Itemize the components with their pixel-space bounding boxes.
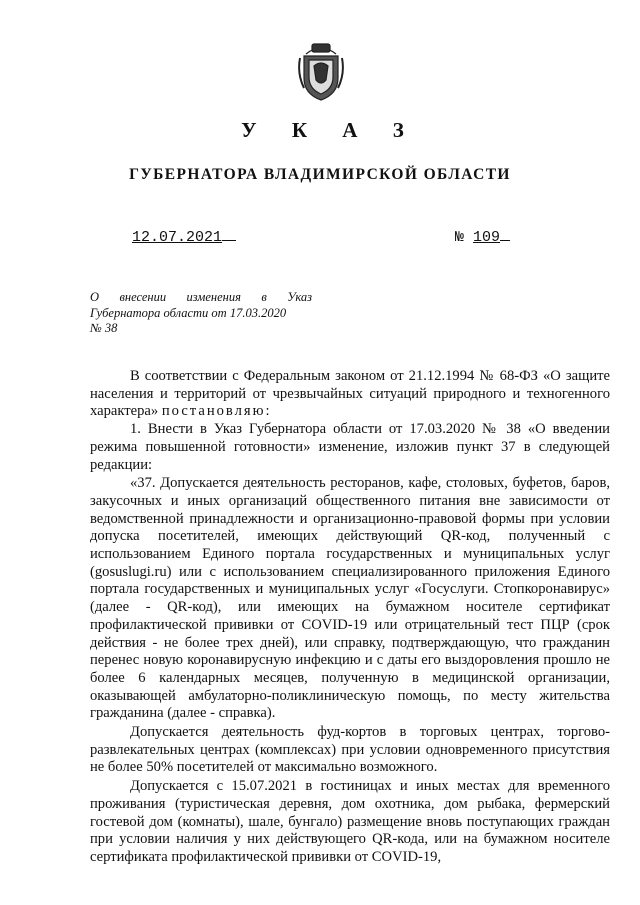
paragraph-preamble — [90, 368, 610, 421]
decree-word: постановляю: — [161, 403, 272, 420]
subject-line-1: О внесении изменения в Указ — [90, 290, 312, 304]
preamble-text: В соответствии с Федеральным законом от 21.12.1994 № 68-ФЗ «О защите населения и территорий от чрезвычайных ситуаций природного и техногенного характера» — [90, 368, 610, 420]
paragraph-food-courts: Допускается деятельность фуд-кортов в торговых центрах, торгово-развлекательных центрах (комплексах) при условии одновременного присутствия не более 50% посетителей от максимально возможного. — [90, 724, 610, 776]
issuer-title: ГУБЕРНАТОРА ВЛАДИМИРСКОЙ ОБЛАСТИ — [129, 166, 511, 183]
document-number — [455, 228, 510, 246]
document-date — [132, 228, 236, 246]
paragraph-37: «37. Допускается деятельность ресторанов, кафе, столовых, буфетов, баров, закусочных и иных организаций общественного питания вне зависимости от ведомственной принадлежности и организационно-правовой формы при условии допуска посетителей, имеющих действующий QR-код, полученный с использованием Единого портала государственных и муниципальных услуг (gosuslugi.ru) или с использованием специализированного приложения Единого портала государственных и муниципальных услуг «Госуслуги. Стопкоронавирус» (далее - QR-код), или имеющих на бумажном носителе сертификат профилактической прививки от COVID-19 или отрицательный тест ПЦР (срок действия - не более трех дней), или справку, подтверждающую, что гражданин перенес новую коронавирусную инфекцию и с даты его выздоровления прошло не более 6 календарных месяцев, полученную в медицинской организации, оказывающей амбулаторно-поликлиническую помощь, по месту жительства гражданина (далее - справка). — [90, 475, 610, 722]
subject-line-2: Губернатора области от 17.03.2020 — [90, 305, 287, 320]
document-type-title: У К А З — [241, 118, 419, 142]
coat-of-arms-icon — [296, 40, 346, 102]
document-body — [90, 368, 610, 867]
paragraph-1: 1. Внести в Указ Губернатора области от 17.03.2020 № 38 «О введении режима повышенной готовности» изменение, изложив пункт 37 в следующей редакции: — [90, 421, 610, 473]
subject-line-3: № 38 — [90, 321, 118, 335]
number-value: 109 — [473, 229, 501, 246]
number-prefix: № — [455, 229, 465, 246]
document-subject — [90, 290, 312, 337]
date-value: 12.07.2021 — [132, 229, 223, 246]
paragraph-hotels: Допускается с 15.07.2021 в гостиницах и иных местах для временного проживания (туристическая деревня, дом охотника, дом рыбака, фермерский гостевой дом (комнаты), шале, бунгало) размещение вновь поступающих граждан при условии наличия у них действующего QR-кода, или на бумажном носителе сертификата профилактической прививки от COVID-19, — [90, 778, 610, 865]
